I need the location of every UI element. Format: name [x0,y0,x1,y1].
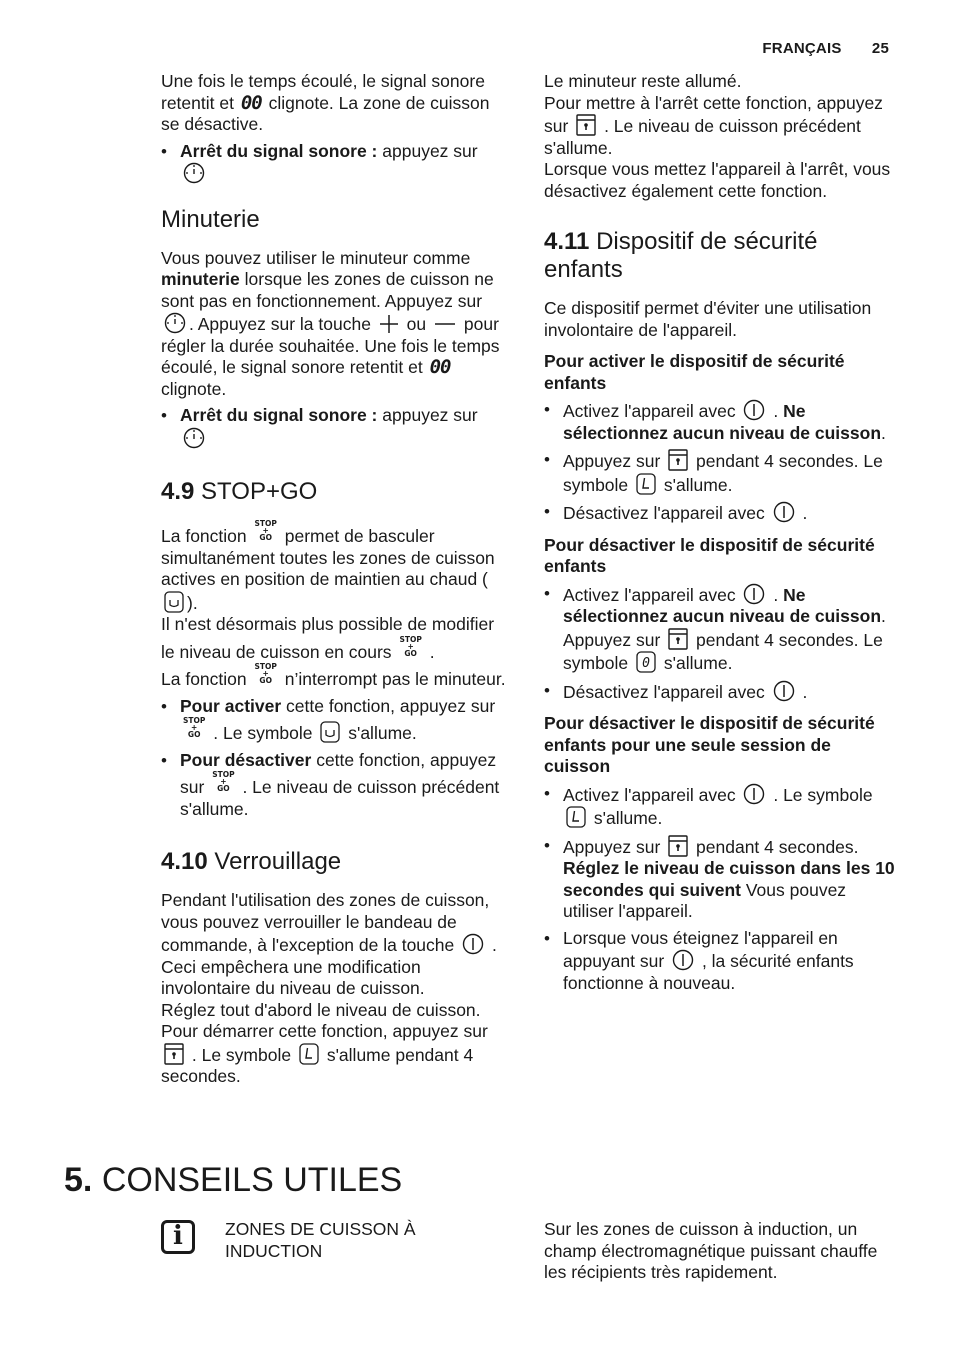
subheading-deactivate: Pour désactiver le dispositif de sécurité enfants [544,534,875,576]
power-icon [672,949,694,971]
power-icon [462,933,484,955]
power-icon [773,680,795,702]
list-item: • Activez l'appareil avec . Le symbole s'allume. [544,783,898,830]
list-item: • Lorsque vous éteignez l'appareil en appuyant sur , la sécurité enfants fonctionne à nouveau. [544,928,898,995]
section-heading-stopgo: 4.9 STOP+GO [161,478,318,505]
keep-warm-icon [164,591,184,613]
list-item: • Pour désactiver cette fonction, appuyez sur STOP + GO . Le niveau de cuisson précédent s'allume. [161,750,509,821]
lock-icon [164,1043,184,1065]
subheading-activate: Pour activer le dispositif de sécurité enfants [544,351,845,393]
list-item: • Arrêt du signal sonore : appuyez sur [161,405,509,450]
timer-icon [183,162,205,184]
lock-paragraph-1: Pendant l'utilisation des zones de cuisson, vous pouvez verrouiller le bandeau de commande, à l'exception de la touche . Ceci empêchera une modification involontaire du niveau de cuisson. [161,890,497,998]
lock-icon [668,835,688,857]
right-intro-paragraph-3: Lorsque vous mettez l'appareil à l'arrêt, vous désactivez également cette fonction. [544,159,891,201]
timer-icon [164,312,186,334]
lock-icon [576,114,596,136]
stopgo-paragraph-1: La fonction STOP + GO permet de basculer simultanément toutes les zones de cuisson actives en position de maintien au chaud ( ). [161,519,495,613]
power-icon [743,783,765,805]
child-lock-intro: Ce dispositif permet d'éviter une utilisation involontaire de l'appareil. [544,298,872,340]
lock-icon [668,449,688,471]
svg-text:0: 0 [642,656,650,671]
list-item: • Appuyez sur pendant 4 secondes. Le symbole s'allume. [544,449,898,496]
note-paragraph: Sur les zones de cuisson à induction, un champ électromagnétique puissant chauffe les récipients très rapidement. [544,1219,878,1282]
page-header [762,38,889,60]
power-icon [743,583,765,605]
info-icon: i [161,1220,195,1254]
list-item: • Arrêt du signal sonore : appuyez sur [161,141,509,186]
lock-symbol-icon [636,473,656,495]
single-session-steps [544,783,898,995]
lock-paragraph-2: Réglez tout d'abord le niveau de cuisson. [161,999,481,1020]
subheading-single-session: Pour désactiver le dispositif de sécurité enfants pour une seule session de cuisson [544,713,875,776]
stopgo-icon: STOP + GO [399,634,422,658]
power-icon [743,399,765,421]
list-item: • Activez l'appareil avec . Ne sélectionnez aucun niveau de cuisson. Appuyez sur pendant 4 secondes. Le symbole 0 s'allume. [544,583,898,675]
display-00-symbol: 00 [240,91,262,114]
lock-symbol-icon [566,806,586,828]
section-heading-minuterie: Minuterie [161,205,260,233]
intro-bullets [161,141,509,186]
stopgo-icon: STOP + GO [254,662,277,685]
header-language: FRANÇAIS [762,40,842,57]
lock-symbol-icon [299,1043,319,1065]
right-intro-paragraph-2: Pour mettre à l'arrêt cette fonction, appuyez sur . Le niveau de cuisson précédent s'allume. [544,92,883,158]
stopgo-icon: STOP + GO [254,519,277,542]
right-intro-line: Le minuteur reste allumé. [544,71,742,91]
activate-steps [544,399,898,525]
stopgo-icon: STOP + GO [212,770,235,793]
list-item: • Appuyez sur pendant 4 secondes. Réglez le niveau de cuisson dans les 10 secondes qui suivent Vous pouvez utiliser l'appareil. [544,835,898,923]
chapter-title: 5. CONSEILS UTILES [64,1161,403,1199]
timer-icon [183,427,205,449]
minus-icon [434,314,456,334]
lock-icon [668,628,688,650]
lock-paragraph-3: Pour démarrer cette fonction, appuyez sur . Le symbole s'allume pendant 4 secondes. [161,1021,488,1086]
list-item: • Pour activer cette fonction, appuyez sur STOP + GO . Le symbole s'allume. [161,696,509,745]
list-item: • Activez l'appareil avec . Ne sélectionnez aucun niveau de cuisson. [544,399,898,444]
list-item: • Désactivez l'appareil avec . [544,501,898,525]
power-icon [773,501,795,523]
minuterie-paragraph: Vous pouvez utiliser le minuteur comme minuterie lorsque les zones de cuisson ne sont pas en fonctionnement. Appuyez sur . Appuyez sur la touche ou pour régler la durée souhaitée. Une fois le temps écoulé, le signal sonore retentit et 00 clignote. [161,247,500,399]
stopgo-icon: STOP + GO [183,716,206,739]
keep-warm-icon [320,721,340,743]
plus-icon [379,314,399,334]
zero-symbol-icon [636,651,656,673]
intro-paragraph: Une fois le temps écoulé, le signal sonore retentit et 00 clignote. La zone de cuisson se désactive. [161,71,490,134]
right-column [544,71,898,994]
minuterie-bullets [161,405,509,450]
page-number: 25 [871,40,889,57]
section-heading-verrouillage: 4.10 Verrouillage [161,848,342,875]
section-heading-child-lock: 4.11 Dispositif de sécurité enfants [544,228,818,283]
stopgo-paragraph-2: Il n'est désormais plus possible de modifier le niveau de cuisson en cours STOP + GO . [161,614,495,662]
note-label: ZONES DE CUISSON À INDUCTION [225,1219,416,1261]
stopgo-bullets [161,696,509,821]
left-column [161,71,509,1088]
stopgo-paragraph-3: La fonction STOP + GO n’interrompt pas le minuteur. [161,662,506,689]
deactivate-steps [544,583,898,704]
display-00-symbol: 00 [429,356,451,378]
list-item: • Désactivez l'appareil avec . [544,680,898,704]
